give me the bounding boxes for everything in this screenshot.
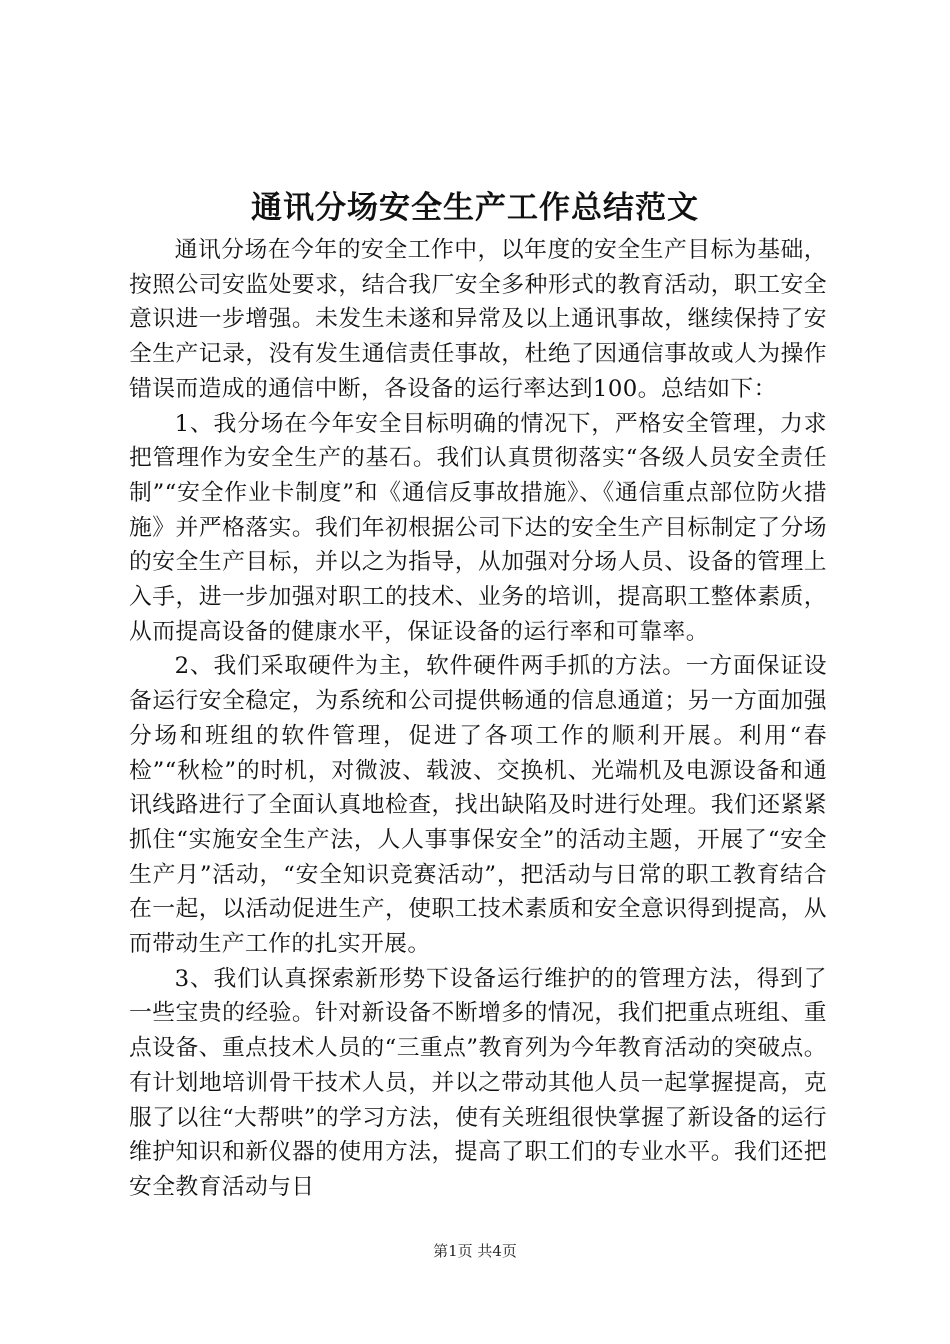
paragraph-point-3: 3、我们认真探索新形势下设备运行维护的的管理方法，得到了一些宝贵的经验。针对新设备不断增多的情况，我们把重点班组、重点设备、重点技术人员的“三重点”教育列为今年教育活动的突破点。有计划地培训骨干技术人员，并以之带动其他人员一起掌握提高，克服了以往“大帮哄”的学习方法，使有关班组很快掌握了新设备的运行维护知识和新仪器的使用方法，提高了职工们的专业水平。我们还把安全教育活动与日	[129, 965, 827, 1200]
paragraph-point-2: 2、我们采取硬件为主，软件硬件两手抓的方法。一方面保证设备运行安全稳定，为系统和公司提供畅通的信息通道；另一方面加强分场和班组的软件管理，促进了各项工作的顺利开展。利用“春检”“秋检”的时机，对微波、载波、交换机、光端机及电源设备和通讯线路进行了全面认真地检查，找出缺陷及时进行处理。我们还紧紧抓住“实施安全生产法，人人事事保安全”的活动主题，开展了“安全生产月”活动，“安全知识竞赛活动”，把活动与日常的职工教育结合在一起，以活动促进生产，使职工技术素质和安全意识得到提高，从而带动生产工作的扎实开展。	[129, 653, 827, 958]
document-body	[129, 233, 827, 1205]
paragraph-intro: 通讯分场在今年的安全工作中，以年度的安全生产目标为基础，按照公司安监处要求，结合我厂安全多种形式的教育活动，职工安全意识进一步增强。未发生未遂和异常及以上通讯事故，继续保持了安全生产记录，没有发生通信责任事故，杜绝了因通信事故或人为操作错误而造成的通信中断，各设备的运行率达到100。总结如下：	[129, 237, 827, 402]
paragraph-point-1: 1、我分场在今年安全目标明确的情况下，严格安全管理，力求把管理作为安全生产的基石。我们认真贯彻落实“各级人员安全责任制”“安全作业卡制度”和《通信反事故措施》、《通信重点部位防火措施》并严格落实。我们年初根据公司下达的安全生产目标制定了分场的安全生产目标，并以之为指导，从加强对分场人员、设备的管理上入手，进一步加强对职工的技术、业务的培训，提高职工整体素质，从而提高设备的健康水平，保证设备的运行率和可靠率。	[129, 410, 827, 645]
page-number: 第1页 共4页	[433, 1242, 517, 1260]
document-title: 通讯分场安全生产工作总结范文	[251, 190, 699, 226]
